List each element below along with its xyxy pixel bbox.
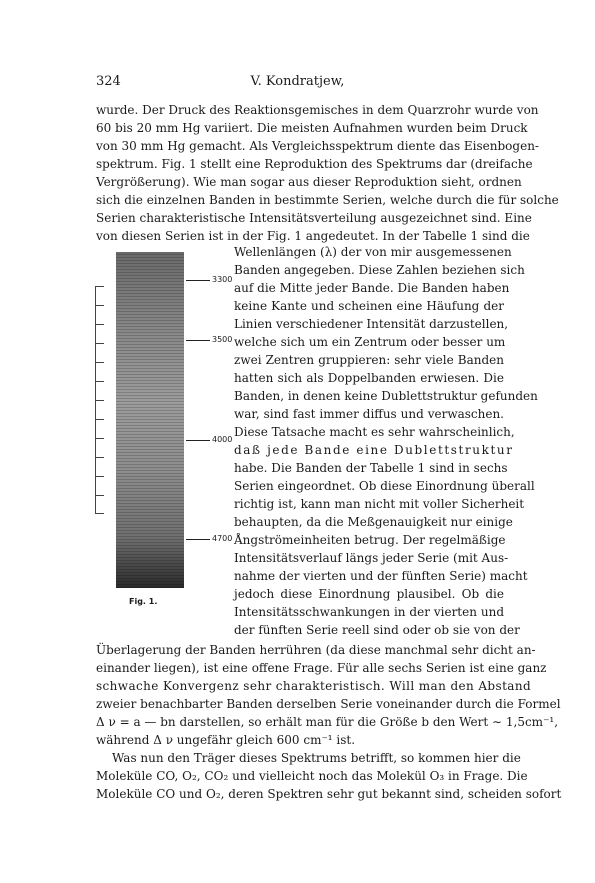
wavelength-tick — [186, 440, 210, 441]
text-line: spektrum. Fig. 1 stellt eine Reproduktion des Spektrums dar (dreifache — [96, 157, 533, 171]
text-line: einander liegen), ist eine offene Frage. Für alle sechs Serien ist eine ganz — [96, 661, 547, 675]
bracket-tick — [95, 324, 104, 325]
text-line: von diesen Serien ist in der Fig. 1 angedeutet. In der Tabelle 1 sind die — [96, 229, 530, 243]
bracket-tick — [95, 343, 104, 344]
text-line: Ångströmeinheiten betrug. Der regelmäßige — [234, 533, 506, 547]
bracket-tick — [95, 305, 104, 306]
text-line: Banden angegeben. Diese Zahlen beziehen sich — [234, 263, 525, 277]
bracket-tick — [95, 438, 104, 439]
text-line: Was nun den Träger dieses Spektrums betrifft, so kommen hier die — [112, 751, 521, 765]
text-line: schwache Konvergenz sehr charakteristisch. Will man den Abstand — [96, 679, 532, 693]
bracket-tick — [95, 286, 104, 287]
text-line: zwei Zentren gruppieren: sehr viele Banden — [234, 353, 504, 367]
bracket-tick — [95, 400, 104, 401]
figure-caption: Fig. 1. — [129, 597, 158, 606]
text-line: von 30 mm Hg gemacht. Als Vergleichsspektrum diente das Eisenbogen- — [96, 139, 539, 153]
text-line: habe. Die Banden der Tabelle 1 sind in sechs — [234, 461, 508, 475]
spectrum-texture — [116, 252, 184, 588]
wavelength-tick — [186, 280, 210, 281]
wavelength-label: 3500 — [212, 335, 233, 344]
bracket-tick — [95, 513, 104, 514]
text-line: Moleküle CO und O₂, deren Spektren sehr gut bekannt sind, scheiden sofort — [96, 787, 562, 801]
text-line: Banden, in denen keine Dublettstruktur gefunden — [234, 389, 538, 403]
text-line: Wellenlängen (λ) der von mir ausgemessenen — [234, 245, 512, 259]
series-bracket — [95, 286, 109, 514]
text-line: 60 bis 20 mm Hg variiert. Die meisten Aufnahmen wurden beim Druck — [96, 121, 528, 135]
page-number: 324 — [96, 74, 121, 89]
text-line: Serien eingeordnet. Ob diese Einordnung überall — [234, 479, 535, 493]
wavelength-label: 3300 — [212, 275, 233, 284]
text-line: jedoch diese Einordnung plausibel. Ob die — [234, 587, 504, 601]
text-line: Moleküle CO, O₂, CO₂ und vielleicht noch das Molekül O₃ in Frage. Die — [96, 769, 528, 783]
wavelength-tick — [186, 539, 210, 540]
text-line: Intensitätsverlauf längs jeder Serie (mit Aus- — [234, 551, 509, 565]
text-line: Überlagerung der Banden herrühren (da diese manchmal sehr dicht an- — [96, 643, 536, 657]
text-line: der fünften Serie reell sind oder ob sie von der — [234, 623, 520, 637]
spectrum-figure — [116, 252, 184, 588]
text-line: behaupten, da die Meßgenauigkeit nur einige — [234, 515, 513, 529]
bracket-tick — [95, 381, 104, 382]
wavelength-tick — [186, 340, 210, 341]
text-line: wurde. Der Druck des Reaktionsgemisches in dem Quarzrohr wurde von — [96, 103, 539, 117]
text-line: auf die Mitte jeder Bande. Die Banden haben — [234, 281, 510, 295]
text-line: welche sich um ein Zentrum oder besser um — [234, 335, 506, 349]
paragraph-second — [96, 749, 562, 803]
text-line: Δ ν = a — bn darstellen, so erhält man für die Größe b den Wert ∼ 1,5cm⁻¹, — [96, 715, 559, 729]
text-line: Diese Tatsache macht es sehr wahrscheinlich, — [234, 425, 515, 439]
wavelength-label: 4000 — [212, 435, 233, 444]
bracket-tick — [95, 362, 104, 363]
text-line: daß jede Bande eine Dublettstruktur — [234, 443, 514, 457]
text-line: sich die einzelnen Banden in bestimmte Serien, welche durch die für solche — [96, 193, 559, 207]
text-line: Linien verschiedener Intensität darzustellen, — [234, 317, 509, 331]
text-line: richtig ist, kann man nicht mit voller Sicherheit — [234, 497, 525, 511]
bracket-tick — [95, 495, 104, 496]
text-line: nahme der vierten und der fünften Serie) macht — [234, 569, 528, 583]
text-line: Serien charakteristische Intensitätsverteilung ausgezeichnet sind. Eine — [96, 211, 532, 225]
paragraph-right-column — [234, 245, 538, 641]
text-line: zweier benachbarter Banden derselben Serie voneinander durch die Formel — [96, 697, 561, 711]
text-line: Intensitätsschwankungen in der vierten und — [234, 605, 504, 619]
text-line: hatten sich als Doppelbanden erwiesen. Die — [234, 371, 504, 385]
text-line: war, sind fast immer diffus und verwaschen. — [234, 407, 504, 421]
bracket-tick — [95, 457, 104, 458]
paragraph-top — [96, 101, 559, 245]
text-line: während Δ ν ungefähr gleich 600 cm⁻¹ ist. — [96, 733, 356, 747]
text-line: Vergrößerung). Wie man sogar aus dieser Reproduktion sieht, ordnen — [96, 175, 522, 189]
text-line: keine Kante und scheinen eine Häufung der — [234, 299, 504, 313]
wavelength-label: 4700 — [212, 534, 233, 543]
bracket-tick — [95, 419, 104, 420]
paragraph-bottom — [96, 641, 561, 749]
running-title: V. Kondratjew, — [250, 74, 345, 89]
bracket-tick — [95, 476, 104, 477]
